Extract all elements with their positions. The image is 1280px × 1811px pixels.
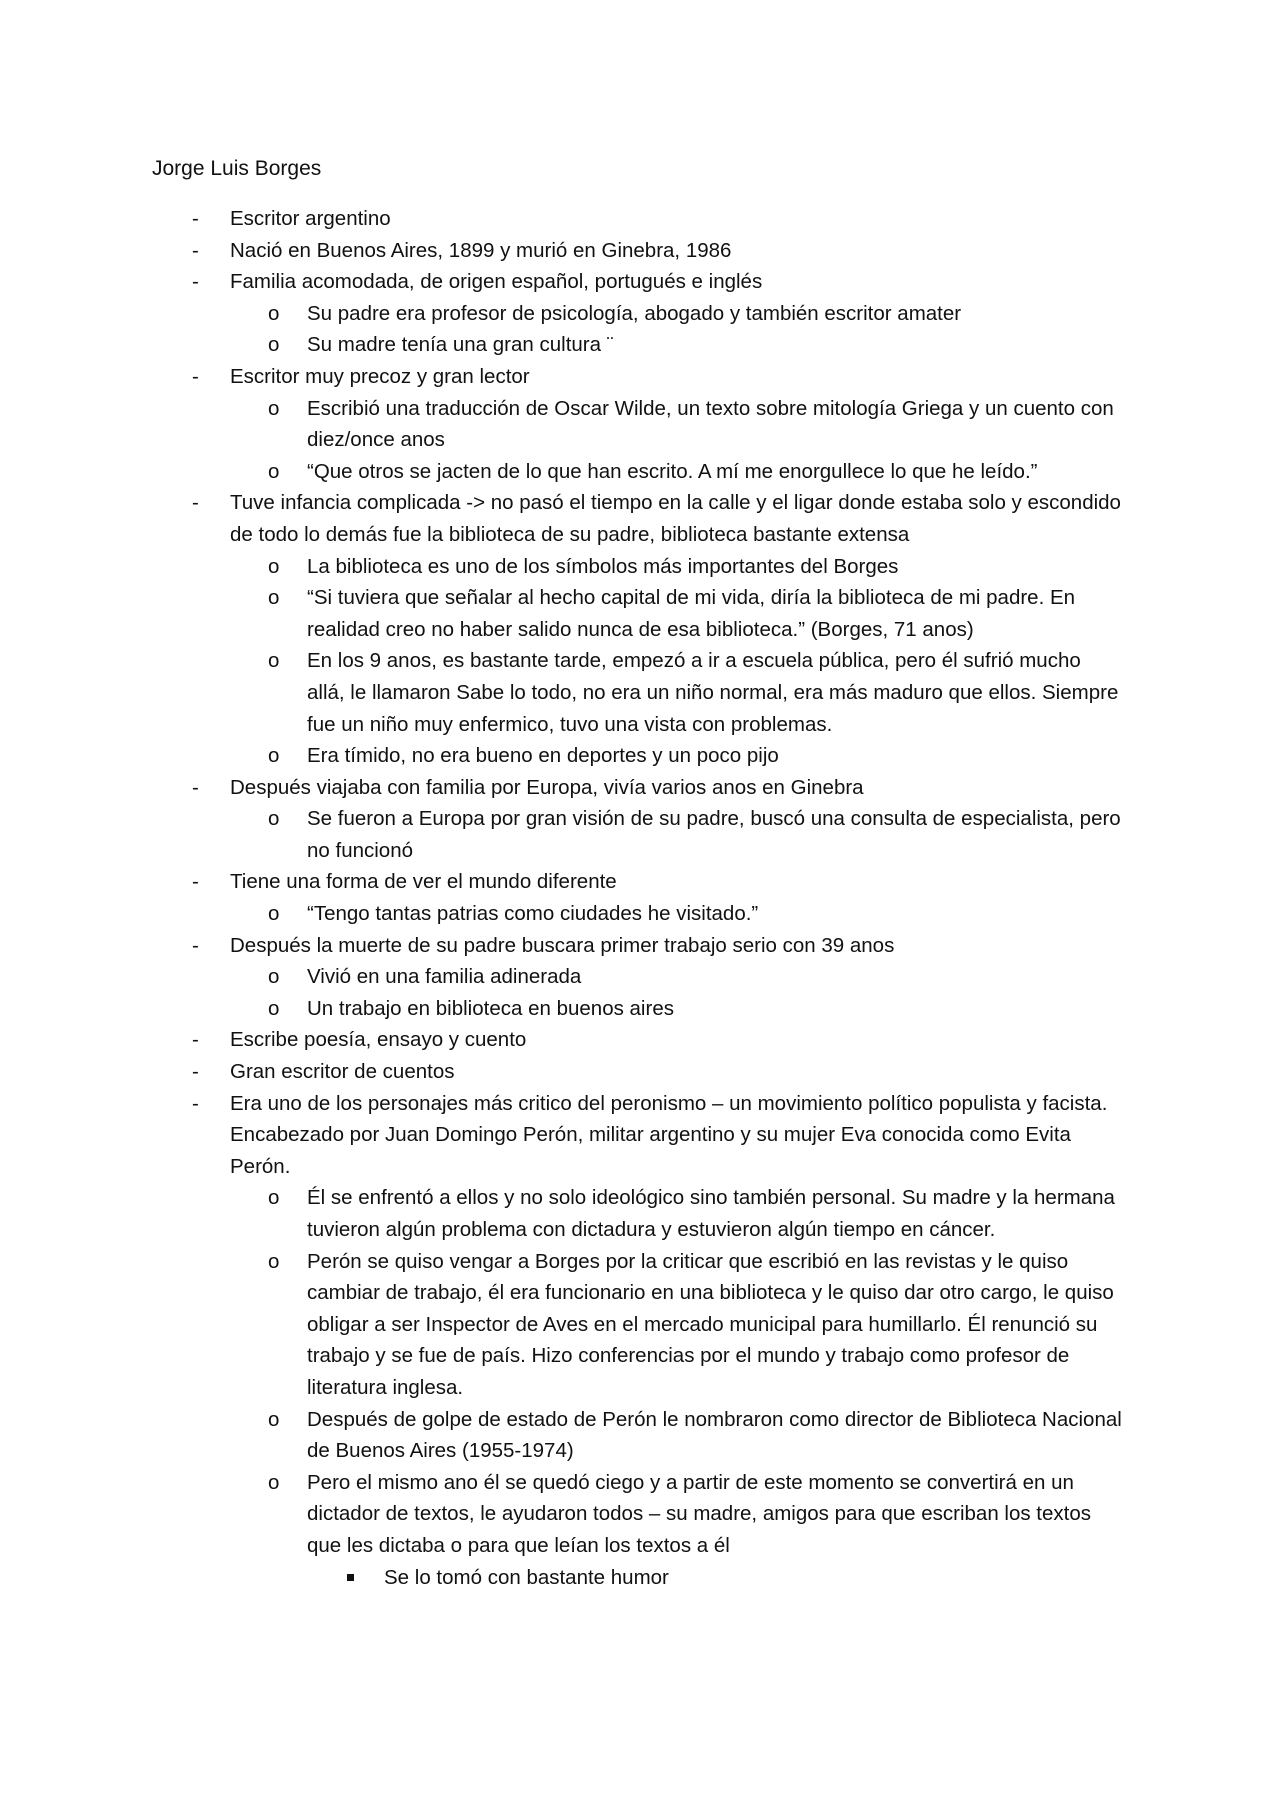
list-item xyxy=(0,866,1280,898)
list-item xyxy=(0,1562,1280,1594)
list-item xyxy=(0,740,1280,772)
circle-bullet-icon: o xyxy=(268,459,280,483)
list-item xyxy=(0,235,1280,267)
square-bullet-icon xyxy=(347,1574,354,1581)
list-item-text: Se lo tomó con bastante humor xyxy=(384,1565,669,1589)
list-item xyxy=(0,551,1280,583)
list-item xyxy=(0,203,1280,235)
list-item xyxy=(0,456,1280,488)
list-item xyxy=(0,930,1280,962)
list-item-text: Gran escritor de cuentos xyxy=(230,1060,455,1084)
list-item xyxy=(0,1246,1280,1404)
list-item-text: Su padre era profesor de psicología, abogado y también escritor amater xyxy=(307,301,962,325)
list-item-text: Familia acomodada, de origen español, portugués e inglés xyxy=(230,270,763,294)
list-item-text: Era uno de los personajes más critico del peronismo – un movimiento político populista y facista. Encabezado por Juan Domingo Perón, militar argentino y su mujer Eva conocida como Evita Perón. xyxy=(230,1091,1108,1178)
circle-bullet-icon: o xyxy=(268,996,280,1020)
list-item xyxy=(0,1088,1280,1183)
bullet-list xyxy=(0,203,1280,1593)
circle-bullet-icon: o xyxy=(268,554,280,578)
list-item xyxy=(0,487,1280,550)
circle-bullet-icon: o xyxy=(268,1407,280,1431)
dash-bullet-icon: - xyxy=(192,933,199,957)
circle-bullet-icon: o xyxy=(268,744,280,768)
list-item-text: Tuve infancia complicada -> no pasó el tiempo en la calle y el ligar donde estaba solo y escondido de todo lo demás fue la biblioteca de su padre, biblioteca bastante extensa xyxy=(230,491,1121,546)
list-item xyxy=(0,1467,1280,1562)
list-item xyxy=(0,898,1280,930)
list-item-text: Después viajaba con familia por Europa, vivía varios anos en Ginebra xyxy=(230,775,864,799)
circle-bullet-icon: o xyxy=(268,333,280,357)
list-item-text: Su madre tenía una gran cultura ¨ xyxy=(307,333,614,357)
dash-bullet-icon: - xyxy=(192,238,199,262)
document-title: Jorge Luis Borges xyxy=(152,157,322,180)
circle-bullet-icon: o xyxy=(268,965,280,989)
circle-bullet-icon: o xyxy=(268,1470,280,1494)
list-item-text: Se fueron a Europa por gran visión de su padre, buscó una consulta de especialista, pero no funcionó xyxy=(307,807,1121,862)
list-item xyxy=(0,1024,1280,1056)
circle-bullet-icon: o xyxy=(268,649,280,673)
list-item-text: En los 9 anos, es bastante tarde, empezó a ir a escuela pública, pero él sufrió mucho allá, le llamaron Sabe lo todo, no era un niño normal, era más maduro que ellos. Siempre fue un niño muy enfermico, tuvo una vista con problemas. xyxy=(307,649,1119,736)
list-item-text: Después de golpe de estado de Perón le nombraron como director de Biblioteca Nacional de Buenos Aires (1955-1974) xyxy=(307,1407,1122,1463)
list-item xyxy=(0,772,1280,804)
circle-bullet-icon: o xyxy=(268,807,280,831)
list-item xyxy=(0,993,1280,1025)
dash-bullet-icon: - xyxy=(192,775,199,799)
dash-bullet-icon: - xyxy=(192,207,199,230)
list-item-text: Después la muerte de su padre buscara primer trabajo serio con 39 anos xyxy=(230,933,895,957)
list-item xyxy=(0,582,1280,645)
list-item xyxy=(0,1056,1280,1088)
list-item xyxy=(0,961,1280,993)
dash-bullet-icon: - xyxy=(192,364,199,388)
circle-bullet-icon: o xyxy=(268,1186,280,1210)
dash-bullet-icon: - xyxy=(192,870,199,894)
circle-bullet-icon: o xyxy=(268,396,280,420)
dash-bullet-icon: - xyxy=(192,1091,199,1115)
list-item xyxy=(0,393,1280,456)
list-item-text: Escritor muy precoz y gran lector xyxy=(230,364,530,388)
list-item-text: “Que otros se jacten de lo que han escrito. A mí me enorgullece lo que he leído.” xyxy=(307,459,1038,483)
circle-bullet-icon: o xyxy=(268,1249,280,1273)
list-item xyxy=(0,1182,1280,1245)
list-item-text: Nació en Buenos Aires, 1899 y murió en Ginebra, 1986 xyxy=(230,238,732,262)
list-item-text: “Tengo tantas patrias como ciudades he visitado.” xyxy=(307,902,759,926)
list-item-text: Pero el mismo ano él se quedó ciego y a partir de este momento se convertirá en un dictador de textos, le ayudaron todos – su madre, amigos para que escriban los textos que les dictaba o para que leían los textos a él xyxy=(307,1470,1092,1557)
dash-bullet-icon: - xyxy=(192,1060,199,1084)
list-item-text: Escribió una traducción de Oscar Wilde, un texto sobre mitología Griega y un cuento con diez/once anos xyxy=(307,396,1114,452)
list-item-text: Tiene una forma de ver el mundo diferente xyxy=(230,870,617,894)
list-item xyxy=(0,361,1280,393)
list-item-text: Vivió en una familia adinerada xyxy=(307,965,582,989)
list-item xyxy=(0,803,1280,866)
list-item-text: Escribe poesía, ensayo y cuento xyxy=(230,1028,527,1052)
list-item-text: “Si tuviera que señalar al hecho capital de mi vida, diría la biblioteca de mi padre. En realidad creo no haber salido nunca de esa biblioteca.” (Borges, 71 anos) xyxy=(307,586,1076,641)
list-item xyxy=(0,1404,1280,1467)
list-item-text: Él se enfrentó a ellos y no solo ideológico sino también personal. Su madre y la hermana tuvieron algún problema con dictadura y estuvieron algún tiempo en cáncer. xyxy=(307,1186,1115,1241)
list-item xyxy=(0,645,1280,740)
list-item-text: Escritor argentino xyxy=(230,207,391,230)
circle-bullet-icon: o xyxy=(268,301,280,325)
dash-bullet-icon: - xyxy=(192,1028,199,1052)
list-item-text: Era tímido, no era bueno en deportes y un poco pijo xyxy=(307,744,779,768)
dash-bullet-icon: - xyxy=(192,270,199,294)
list-item-text: Un trabajo en biblioteca en buenos aires xyxy=(307,996,674,1020)
circle-bullet-icon: o xyxy=(268,586,280,610)
dash-bullet-icon: - xyxy=(192,491,199,515)
list-item-text: La biblioteca es uno de los símbolos más importantes del Borges xyxy=(307,554,899,578)
list-item-text: Perón se quiso vengar a Borges por la criticar que escribió en las revistas y le quiso cambiar de trabajo, él era funcionario en una biblioteca y le quiso dar otro cargo, le quiso obligar a ser Inspector de Aves en el mercado municipal para humillarlo. Él renunció su trabajo y se fue de país. Hizo conferencias por el mundo y trabajo como profesor de literatura inglesa. xyxy=(307,1249,1114,1399)
list-item xyxy=(0,329,1280,361)
list-item xyxy=(0,298,1280,330)
list-item xyxy=(0,266,1280,298)
circle-bullet-icon: o xyxy=(268,902,280,926)
